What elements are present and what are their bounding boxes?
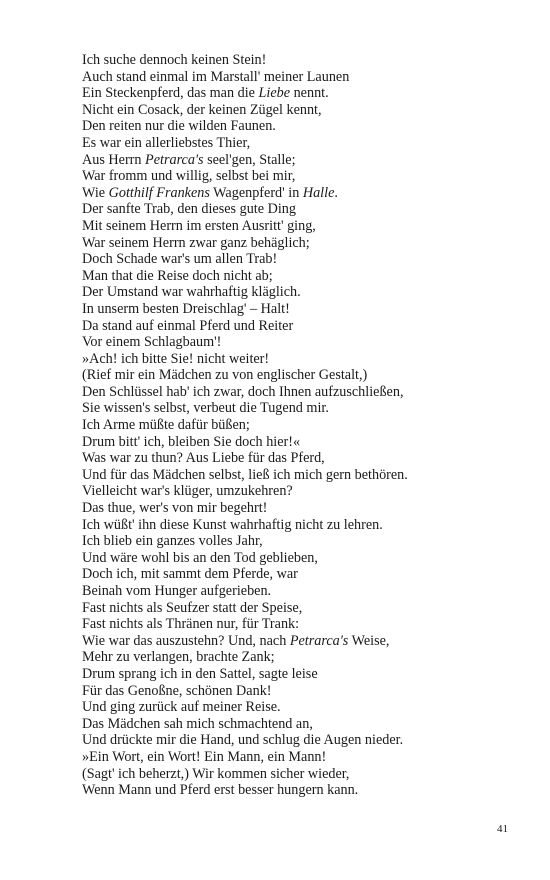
line-text: Wie [82,184,109,201]
line-text: Das Mädchen sah mich schmachtend an, [82,715,313,732]
line-text: Auch stand einmal im Marstall' meiner Launen [82,68,350,85]
poem-line [82,118,522,135]
poem-line [82,417,522,434]
line-text: Und drückte mir die Hand, und schlug die Augen nieder. [82,732,404,749]
poem-line [82,566,522,583]
poem-line [82,782,522,799]
line-text: Mit seinem Herrn im ersten Ausritt' ging, [82,217,316,234]
poem-line [82,666,522,683]
line-text: Fast nichts als Seufzer statt der Speise, [82,599,303,616]
line-text: Fast nichts als Thränen nur, für Trank: [82,616,300,633]
line-text: In unserm besten Dreischlag' – Halt! [82,300,290,317]
emphasis-text: Petrarca's [145,151,204,168]
emphasis-text: Petrarca's [289,632,349,649]
poem-line [82,251,522,268]
poem-line [82,749,522,766]
line-text: Den reiten nur die wilden Faunen. [82,118,276,135]
line-text: Sie wissen's selbst, verbeut die Tugend mir. [82,400,329,417]
poem-line [82,351,522,368]
poem-line [82,517,522,534]
line-text: . [334,184,338,201]
line-text: (Rief mir ein Mädchen zu von englischer Gestalt,) [82,367,368,384]
line-text: Ich wüßt' ihn diese Kunst wahrhaftig nicht zu lehren. [82,516,383,533]
line-text: Vor einem Schlagbaum'! [82,334,222,351]
line-text: Der Umstand war wahrhaftig kläglich. [82,284,301,301]
line-text: nennt. [290,85,329,102]
poem-line [82,533,522,550]
line-text: Für das Genoßne, schönen Dank! [82,682,272,699]
line-text: Nicht ein Cosack, der keinen Zügel kennt, [82,101,322,118]
poem-line [82,218,522,235]
line-text: Und wäre wohl bis an den Tod geblieben, [82,549,318,566]
poem-line [82,152,522,169]
poem-line [82,268,522,285]
line-text: Beinah vom Hunger aufgerieben. [82,583,272,599]
poem-line [82,135,522,152]
line-text: Aus Herrn [82,151,146,168]
poem-line [82,483,522,500]
line-text: (Sagt' ich beherzt,) Wir kommen sicher wieder, [82,765,350,782]
line-text: War seinem Herrn zwar ganz behäglich; [82,234,310,251]
line-text: Den Schlüssel hab' ich zwar, doch Ihnen aufzuschließen, [82,383,404,400]
poem-line [82,367,522,384]
emphasis-text: Halle [302,184,335,201]
poem-line [82,102,522,119]
poem-line [82,766,522,783]
line-text: Doch ich, mit sammt dem Pferde, war [82,566,298,583]
line-text: Drum bitt' ich, bleiben Sie doch hier!« [82,433,301,450]
poem-line [82,201,522,218]
poem-text [82,52,522,799]
poem-line [82,235,522,252]
poem-line [82,384,522,401]
poem-line [82,168,522,185]
line-text: Ich suche dennoch keinen Stein! [82,52,267,68]
line-text: »Ach! ich bitte Sie! nicht weiter! [82,350,270,367]
poem-line [82,616,522,633]
line-text: Drum sprang ich in den Sattel, sagte leise [82,665,318,682]
line-text: »Ein Wort, ein Wort! Ein Mann, ein Mann! [82,748,327,765]
line-text: Ich Arme müßte dafür büßen; [82,417,250,434]
line-text: Wie war das auszustehn? Und, nach [82,632,290,649]
poem-line [82,318,522,335]
poem-line [82,683,522,700]
poem-line [82,334,522,351]
line-text: Mehr zu verlangen, brachte Zank; [82,649,275,666]
poem-line [82,185,522,202]
line-text: Und ging zurück auf meiner Reise. [82,699,281,716]
poem-line [82,699,522,716]
emphasis-text: Liebe [258,85,291,102]
line-text: Und für das Mädchen selbst, ließ ich mich gern bethören. [82,466,408,483]
poem-line [82,69,522,86]
line-text: Da stand auf einmal Pferd und Reiter [82,317,294,334]
poem-line [82,467,522,484]
line-text: Ein Steckenpferd, das man die [82,85,259,102]
line-text: War fromm und willig, selbst bei mir, [82,168,296,185]
line-text: Der sanfte Trab, den dieses gute Ding [82,201,296,218]
poem-line [82,583,522,600]
page-number: 41 [497,823,508,835]
poem-line [82,600,522,617]
line-text: Weise, [348,632,390,649]
poem-line [82,716,522,733]
poem-line [82,301,522,318]
line-text: Man that die Reise doch nicht ab; [82,267,273,284]
line-text: Wenn Mann und Pferd erst besser hungern kann. [82,782,359,799]
poem-line [82,450,522,467]
poem-line [82,400,522,417]
line-text: Was war zu thun? Aus Liebe für das Pferd, [82,450,325,467]
poem-line [82,434,522,451]
poem-line [82,500,522,517]
poem-line [82,649,522,666]
line-text: Das thue, wer's von mir begehrt! [82,500,268,517]
line-text: seel'gen, Stalle; [203,151,296,168]
line-text: Wagenpferd' in [209,184,303,201]
poem-line [82,52,522,69]
poem-line [82,284,522,301]
line-text: Ich blieb ein ganzes volles Jahr, [82,533,263,550]
emphasis-text: Gotthilf Frankens [108,184,210,201]
poem-line [82,550,522,567]
line-text: Es war ein allerliebstes Thier, [82,134,251,151]
line-text: Doch Schade war's um allen Trab! [82,251,278,268]
poem-line [82,633,522,650]
poem-line [82,732,522,749]
line-text: Vielleicht war's klüger, umzukehren? [82,483,293,500]
poem-line [82,85,522,102]
